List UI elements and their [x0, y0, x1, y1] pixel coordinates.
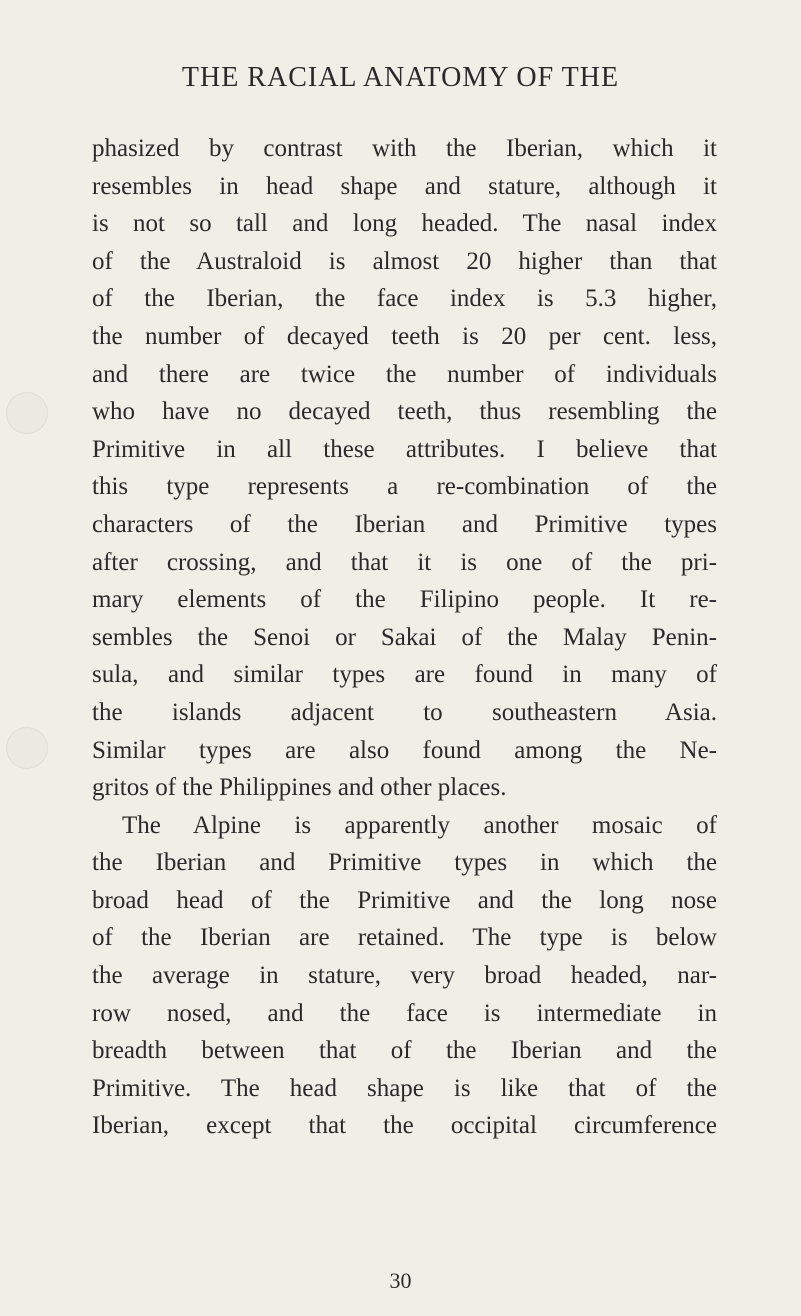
text-line: sembles the Senoi or Sakai of the Malay Penin- — [92, 623, 717, 651]
running-head: THE RACIAL ANATOMY OF THE — [181, 62, 620, 93]
text-line: the average in stature, very broad headed, nar- — [92, 962, 717, 990]
text-line: sula, and similar types are found in many of — [92, 661, 717, 689]
text-line: of the Australoid is almost 20 higher than that — [92, 247, 717, 275]
text-line: characters of the Iberian and Primitive types — [92, 510, 717, 538]
binding-hole-mark — [6, 727, 48, 769]
text-line: resembles in head shape and stature, although it — [92, 172, 717, 200]
text-line: phasized by contrast with the Iberian, which it — [92, 135, 717, 162]
text-line: of the Iberian are retained. The type is below — [92, 924, 717, 952]
text-line: broad head of the Primitive and the long nose — [92, 886, 717, 914]
text-line: after crossing, and that it is one of the pri- — [92, 548, 717, 576]
text-line: Similar types are also found among the Ne- — [92, 736, 717, 764]
text-line: Iberian, except that the occipital circumference — [92, 1112, 717, 1140]
text-line: the Iberian and Primitive types in which the — [92, 849, 717, 877]
text-line: who have no decayed teeth, thus resembling the — [92, 398, 717, 426]
text-line: and there are twice the number of individuals — [92, 360, 717, 388]
text-line: is not so tall and long headed. The nasal index — [92, 210, 717, 238]
text-line: breadth between that of the Iberian and the — [92, 1037, 717, 1065]
body-text — [92, 130, 717, 1145]
text-line: gritos of the Philippines and other places. — [92, 774, 507, 802]
text-line: row nosed, and the face is intermediate in — [92, 999, 717, 1027]
text-line: Primitive in all these attributes. I believe that — [92, 435, 717, 463]
text-line: this type represents a re-combination of the — [92, 473, 717, 501]
binding-hole-mark — [6, 392, 48, 434]
text-line: Primitive. The head shape is like that of the — [92, 1074, 717, 1102]
text-line: mary elements of the Filipino people. It re- — [92, 586, 717, 614]
page-number: 30 — [389, 1268, 412, 1293]
text-line: the islands adjacent to southeastern Asia. — [92, 698, 717, 726]
text-line: of the Iberian, the face index is 5.3 higher, — [92, 285, 717, 313]
text-line: the number of decayed teeth is 20 per cent. less, — [92, 322, 717, 350]
text-line: The Alpine is apparently another mosaic of — [122, 811, 717, 839]
